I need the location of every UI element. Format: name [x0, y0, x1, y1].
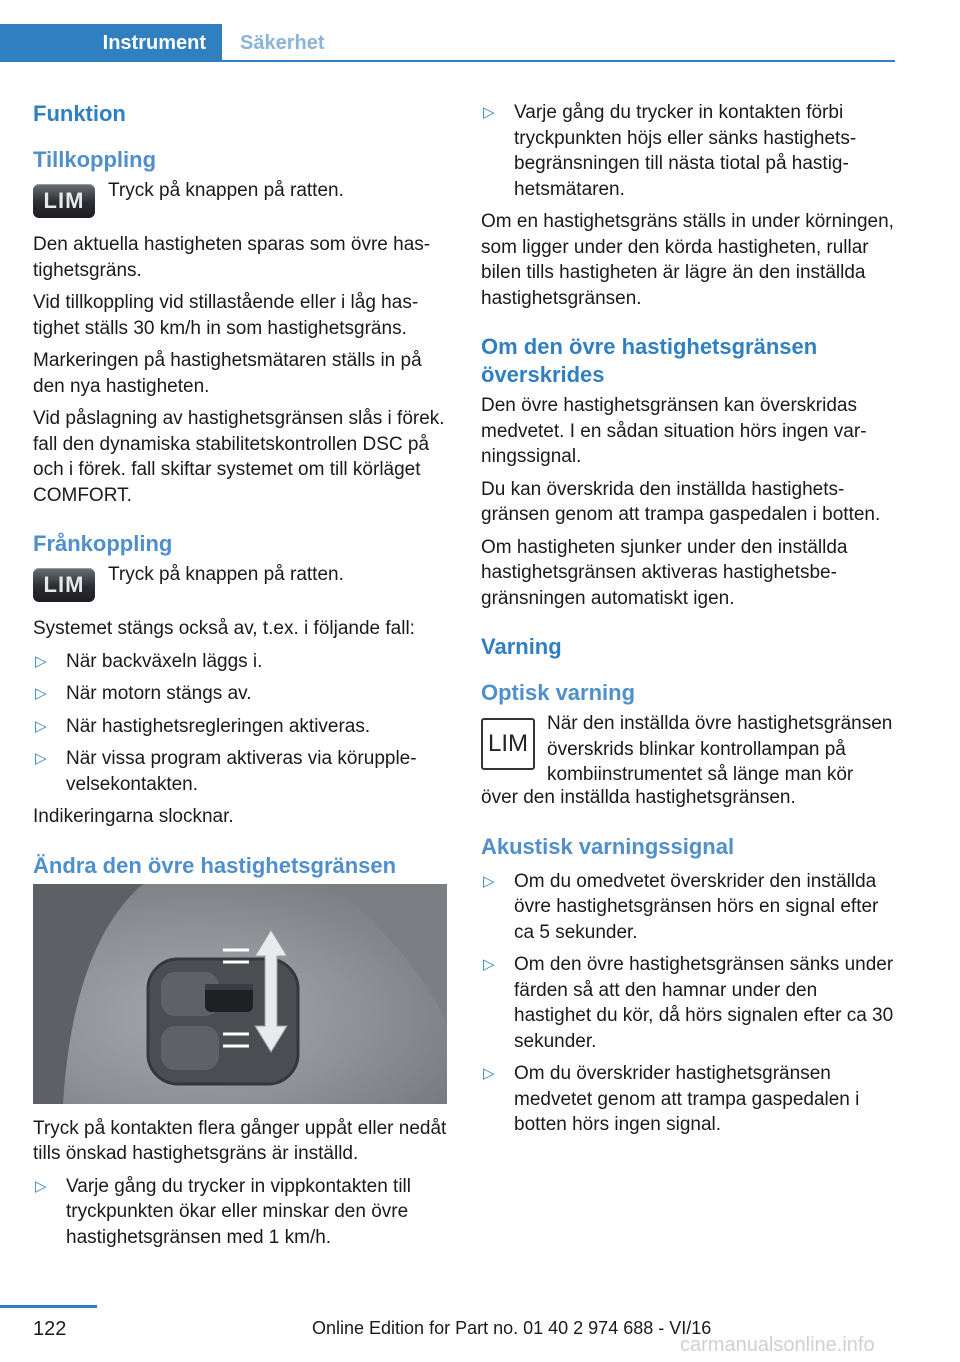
- bullet-triangle-icon: ▷: [483, 956, 495, 973]
- tillkoppling-instruction: [33, 178, 449, 222]
- optisk-instruction: [481, 711, 897, 791]
- paragraph: Vid påslagning av hastighetsgränsen slås i förek. fall den dynamiska stabilitetskontrollen DSC på och i förek. fall skiftar systemet om till körläget COMFORT.: [33, 408, 445, 506]
- bullet-triangle-icon: ▷: [35, 717, 47, 735]
- bullet-triangle-icon: ▷: [483, 1065, 495, 1082]
- steering-wheel-illustration: [33, 884, 447, 1104]
- right-column: [481, 100, 897, 1145]
- steering-wheel-switch-image: [33, 884, 447, 1104]
- paragraph: Markeringen på hastighetsmätaren ställs in på den nya hastigheten.: [33, 350, 422, 397]
- left-column: [33, 100, 449, 1257]
- funktion-heading: Funktion: [33, 101, 126, 126]
- list-item: ▷ Varje gång du trycker in kontakten förbi tryckpunkten höjs eller sänks hastighetsbegränsningen till nästa tiotal på hastighetsmätaren.: [483, 102, 857, 200]
- paragraph: Tryck på kontakten flera gånger uppåt eller nedåt tills önskad hastighetsgräns är inställd.: [33, 1117, 447, 1164]
- watermark: carmanualsonline.info: [680, 1334, 875, 1356]
- andra-heading: Ändra den övre hastighetsgränsen: [33, 852, 397, 878]
- frankoppling-heading: Frånkoppling: [33, 531, 173, 556]
- optisk-text: När den inställda övre hastighetsgränsen överskrids blinkar kontrollampan på kombiinstrumentet så länge man kör: [547, 713, 893, 785]
- list-item: ▷ När backväxeln läggs i.: [33, 649, 449, 675]
- paragraph: Om en hastighetsgräns ställs in under körningen, som ligger under den körda hastigheten, rullar bilen tills hastigheten är lägre än den inställda hastighetsgränsen.: [481, 211, 894, 309]
- paragraph: Indikeringarna slocknar.: [33, 806, 234, 827]
- tab-instrument[interactable]: Instrument: [0, 24, 222, 62]
- lim-button-icon: LIM: [33, 184, 95, 218]
- tab-underline: [222, 60, 895, 62]
- optisk-heading: Optisk varning: [481, 680, 636, 705]
- list-item: ▷ Om du överskrider hastighetsgränsen medvetet genom att trampa gaspedalen i botten hörs ingen signal.: [483, 1063, 860, 1135]
- list-item: ▷ Varje gång du trycker in vippkontakten till tryckpunkten ökar eller minskar den övre hastighetsgränsen med 1 km/h.: [35, 1175, 411, 1248]
- list-item: ▷ Om du omedvetet överskrider den inställda övre hastighetsgränsen hörs en signal efter ca 5 sekunder.: [483, 870, 879, 943]
- varning-heading: Varning: [481, 634, 562, 659]
- page-number: 122: [33, 1318, 67, 1340]
- bullet-triangle-icon: ▷: [35, 750, 47, 767]
- list-item: ▷ När hastighetsregleringen aktiveras.: [33, 714, 449, 740]
- lim-indicator-icon: LIM: [481, 718, 535, 770]
- chapter-tabbar: [0, 24, 895, 62]
- paragraph: Om hastigheten sjunker under den inställda hastighetsgränsen aktiveras hastighetsbegränsningen automatiskt igen.: [481, 536, 848, 609]
- bullet-triangle-icon: ▷: [35, 685, 47, 702]
- frankoppling-instruction: [33, 562, 449, 606]
- frankoppling-press-text: Tryck på knappen på ratten.: [108, 564, 344, 585]
- bullet-triangle-icon: ▷: [483, 872, 495, 890]
- off-bullet-list: [33, 649, 449, 798]
- lim-button-icon: LIM: [33, 568, 95, 602]
- akustisk-heading: Akustisk varningssignal: [481, 833, 735, 859]
- paragraph: Du kan överskrida den inställda hastighetsgränsen genom att trampa gaspedalen i botten.: [481, 478, 881, 525]
- paragraph: Den aktuella hastigheten sparas som övre hastighetsgräns.: [33, 234, 431, 281]
- list-item: ▷ När motorn stängs av.: [33, 681, 449, 707]
- paragraph: Den övre hastighetsgränsen kan överskridas medvetet. I en sådan situation hörs ingen varningssignal.: [481, 395, 867, 467]
- change-bullet-list-cont: [481, 100, 897, 202]
- tillkoppling-press-text: Tryck på knappen på ratten.: [108, 180, 344, 201]
- footer-rule: [0, 1305, 97, 1308]
- bullet-triangle-icon: ▷: [483, 104, 495, 121]
- paragraph: Systemet stängs också av, t.ex. i följande fall:: [33, 618, 415, 639]
- list-item: ▷ Om den övre hastighetsgränsen sänks under färden så att den hamnar under den hastighet du kör, då hörs signalen efter ca 30 sekunder.: [483, 954, 894, 1052]
- edition-text: Online Edition for Part no. 01 40 2 974 688 - VI/16: [312, 1318, 712, 1338]
- list-item: ▷ När vissa program aktiveras via körupplevelsekontakten.: [35, 748, 417, 795]
- tillkoppling-heading: Tillkoppling: [33, 147, 157, 172]
- change-bullet-list: [33, 1174, 449, 1251]
- tab-sakerhet[interactable]: Säkerhet: [240, 31, 325, 54]
- paragraph: Vid tillkoppling vid stillastående eller i låg hastighet ställs 30 km/h in som hastighetsgräns.: [33, 292, 419, 339]
- optisk-text-cont: över den inställda hastighetsgränsen.: [481, 787, 796, 808]
- bullet-triangle-icon: ▷: [35, 652, 47, 670]
- bullet-triangle-icon: ▷: [35, 1177, 47, 1195]
- over-limit-heading: Om den övre hastighetsgränsen överskrides: [481, 334, 818, 387]
- akustisk-bullet-list: [481, 869, 897, 1138]
